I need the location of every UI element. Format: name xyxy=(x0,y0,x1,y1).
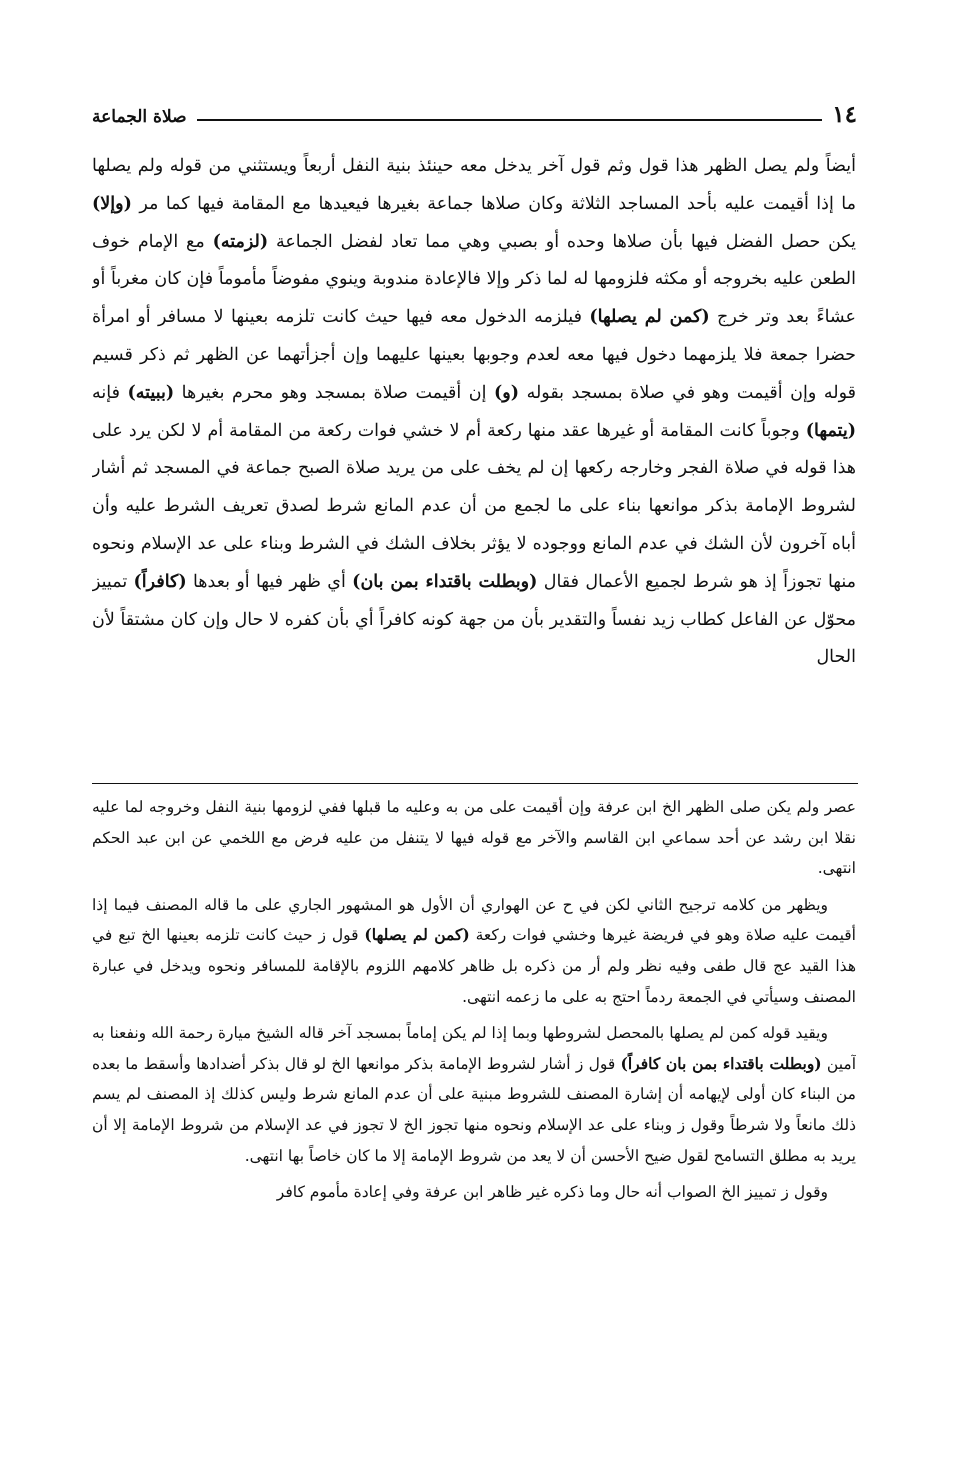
bold-term: (و) xyxy=(494,382,520,403)
bold-term: (كمن لم يصلها) xyxy=(589,307,710,328)
bold-term: (يتمها) xyxy=(805,420,856,441)
text-segment: أي ظهر فيها أو بعدها xyxy=(186,571,353,592)
text-segment: أيضاً ولم يصل الظهر هذا قول وثم قول آخر يدخل معه حينئذ بنية النفل أربعاً ويستثني من قوله ولم يصلها ما إذا أقيمت عليه بأحد المساجد الثلاثة وكان صلاها جماعة بغيرها فيعيدها مع المقامة فيها كما مر xyxy=(92,156,856,214)
main-text xyxy=(92,148,856,753)
page-header xyxy=(92,92,857,126)
main-paragraph xyxy=(92,148,856,677)
text-segment: ويظهر من كلامه ترجيح الثاني لكن في ح عن الهواري أن الأول هو المشهور الجاري على ما قاله المصنف فيما إذا أقيمت عليه صلاة وهو في فريضة غيرها وخشي فوات ركعة xyxy=(92,895,856,945)
bold-term: (وبطلت باقتداء بمن بان) xyxy=(352,571,538,592)
footnote-paragraph: وقول ز تمييز الخ الصواب أنه حال وما ذكره غير ظاهر ابن عرفة وفي إعادة مأموم كافر xyxy=(276,1183,828,1202)
footnotes xyxy=(92,792,856,1402)
bold-term: (كمن لم يصلها) xyxy=(364,925,470,945)
footnote-paragraph: عصر ولم يكن صلى الظهر الخ ابن عرفة وإن أقيمت على من به وعليه ما قبلها ففي لزومها بنية النفل وخروجه لما عليه نقلا ابن رشد عن أحد سماعي ابن القاسم والآخر مع قوله فيها لا يتنفل من عليه فرض مع اللخمي عن ابن عبد الحكم انتهى. xyxy=(92,798,856,878)
page-number: ١٤ xyxy=(832,101,857,128)
text-segment: إن أقيمت صلاة بمسجد وهو محرم بغيرها xyxy=(174,382,495,403)
text-segment: فإنه xyxy=(92,382,128,403)
header-rule xyxy=(197,119,823,121)
bold-term: (وبطلت باقتداء بمن بان كافراً) xyxy=(620,1053,822,1073)
bold-term: (ببيته) xyxy=(127,382,175,403)
footnote-paragraph xyxy=(92,1018,856,1171)
footnote-paragraph xyxy=(92,890,856,1012)
text-segment: قول ز أشار لشروط الإمامة بذكر موانعها الخ لو قال بذكر أضدادها وأسقط ما بعده من البناء كان أولى لإيهامه أن إشارة المصنف للشروط مبنية على أن عدم المانع شرط وليس كذلك إذ المصنف لم يسم ذلك مانعاً ولا شرطاً وقول ز وبناء على عد الإسلام ونحوه منها تجوز الخ لا تجوز في عد الإسلام من شروط الإمامة إلا أن يريد به مطلق التسامح لقول ضيح الأحسن أن لا يعد من شروط الإمامة إلا ما كان خاصاً بها انتهى. xyxy=(92,1054,856,1165)
bold-term: (كافراً) xyxy=(133,571,187,592)
text-segment: تمييز محوّل عن الفاعل كطاب زيد نفساً والتقدير بأن من جهة كونه كافراً أي بأن كفره لا حال وإن كان مشتقاً لأن الحال xyxy=(92,571,856,668)
bold-term: (وإلا) xyxy=(92,193,132,214)
text-segment: مع الإمام خوف الطعن عليه بخروجه أو مكثه فلزومها له لما ذكر وإلا فالإعادة مندوبة وينوي مفوضاً مأموماً فإن كان مغرباً أو عشاءً بعد وتر خرج xyxy=(92,231,856,328)
text-segment: ويقيد قوله كمن لم يصلها بالمحصل لشروطها وبما إذا لم يكن إماماً بمسجد آخر قاله الشيخ ميارة رحمة الله ونفعنا به آمين xyxy=(92,1024,856,1073)
text-segment: فيلزمه الدخول معه فيها حيث كانت تلزمه بعينها لا مسافر أو امرأة حضرا جمعة فلا يلزمهما دخول فيها معه لعدم وجوبها بعينها عليهما وإن أجزأتهما عن الظهر ثم ذكر قسيم قوله وإن أقيمت وهو في صلاة بمسجد بقوله xyxy=(92,307,856,403)
footnote-separator xyxy=(92,783,858,784)
text-segment: قول ز حيث كانت تلزمه بعينها الخ تبع في هذا القيد عج قال طفى وفيه نظر ولم أر من ذكره بل ظاهر كلامهم اللزوم بالإقامة للمسافر ونحوه ويدخل في عبارة المصنف وسيأتي في الجمعة ردماً احتج به على ما زعمه انتهى. xyxy=(92,926,856,1006)
text-segment: يكن حصل الفضل فيها بأن صلاها وحده أو بصبي وهي مما تعاد لفضل الجماعة xyxy=(268,231,856,252)
running-title: صلاة الجماعة xyxy=(92,107,187,127)
text-segment: وجوباً كانت المقامة أو غيرها عقد منها ركعة أم لا خشي فوات ركعة من المقامة أم لا لكن يرد على هذا قوله في صلاة الفجر وخارجه ركعها إن لم يخف على من يريد صلاة الصبح جماعة في المسجد ثم أشار لشروط الإمامة بذكر موانعها بناء على ما لجمع من أن عدم المانع شرط لصدق تعريف الشرط عليه وأن أباه آخرون لأن الشك في عدم المانع ووجوده لا يؤثر بخلاف الشك في الشرط وبناء على عد الإسلام ونحوه منها تجوزاً إذ هو شرط لجميع الأعمال فقال xyxy=(92,420,856,592)
bold-term: (لزمته) xyxy=(212,231,269,252)
